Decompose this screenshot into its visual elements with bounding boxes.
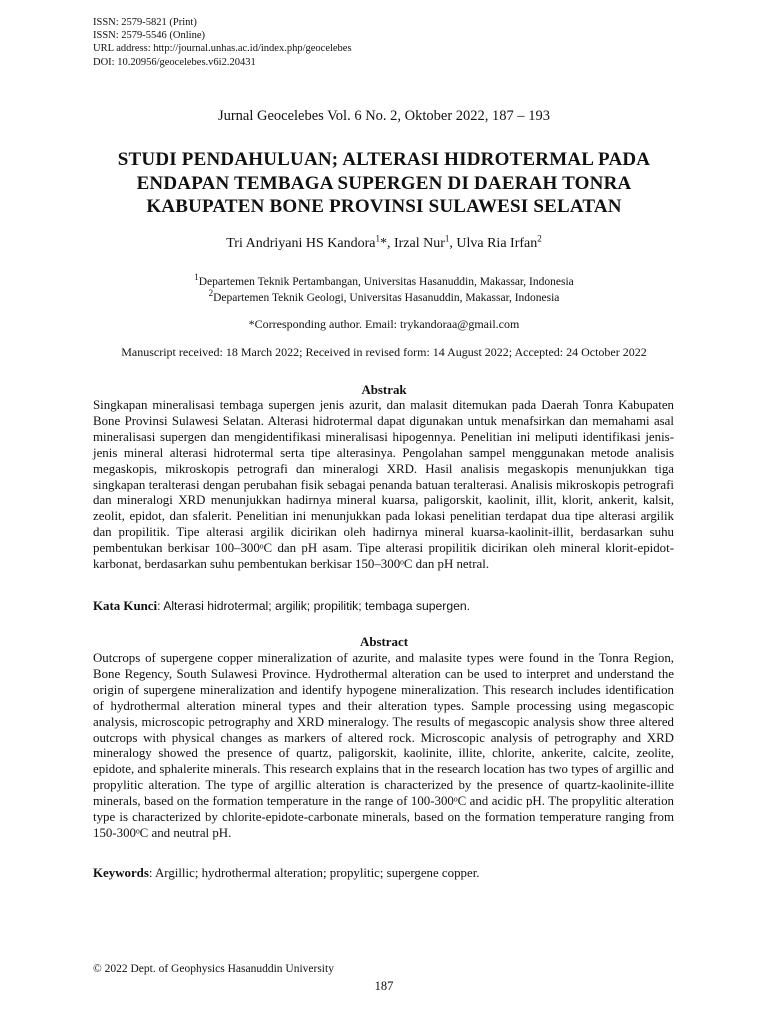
author-3-affil: 2 [537, 233, 542, 244]
manuscript-dates: Manuscript received: 18 March 2022; Received in revised form: 14 August 2022; Accepted: 24 October 2022 [121, 345, 647, 359]
author-3: Ulva Ria Irfan [456, 236, 538, 251]
author-list [0, 233, 768, 252]
author-2: Irzal Nur [393, 236, 445, 251]
author-2-affil: 1 [444, 233, 450, 244]
affiliation-1 [0, 272, 768, 291]
issn-block [93, 16, 352, 69]
doi: DOI: 10.20956/geocelebes.v6i2.20431 [93, 56, 256, 68]
keywords [93, 866, 674, 881]
affiliation-1-text: Departemen Teknik Pertambangan, Universitas Hasanuddin, Makassar, Indonesia [198, 276, 574, 288]
affiliation-2-text: Departemen Teknik Geologi, Universitas Hasanuddin, Makassar, Indonesia [213, 291, 560, 304]
affiliation-1-number: 1 [194, 272, 199, 283]
affiliation-2-number: 2 [208, 287, 214, 298]
paper-title [0, 148, 768, 219]
copyright: © 2022 Dept. of Geophysics Hasanuddin University [93, 963, 334, 975]
corresponding-author: *Corresponding author. Email: trykandoraa@gmail.com [248, 317, 520, 331]
abstrak-text: Singkapan mineralisasi tembaga supergen jenis azurit, dan malasit ditemukan pada Daerah Tonra Kabupaten Bone Provinsi Sulawesi Selatan. Alterasi hidrotermal dapat digunakan untuk menafsirkan dan memahami asal mineralisasi supergen dan mengidentifikasi mineralisasi hipogennya. Penelitian ini meliputi identifikasi jenis-jenis mineral alterasi hidrotermal serta tipe alterasinya. Pengolahan sampel menggunakan metode analisis megaskopis, mikroskopis petrografi dan mineralogi XRD. Hasil analisis megaskopis menunjukkan tiga singkapan teralterasi dengan perubahan fisik sebagai penanda batuan teralterasi. Analisis mikroskopis petrografi dan mineralogi XRD menunjukkan hadirnya mineral kuarsa, paligorskit, kaolinit, illit, klorit, ankerit, kalsit, zeolit, epidot, dan sfalerit. Penelitian ini menunjukkan pada lokasi penelitian terdapat dua tipe alterasi argilik dan propilitik. Tipe alterasi argilik dicirikan oleh hadirnya mineral kuarsa-kaolinit-illit, berdasarkan suhu pembentukan berkisar 100–300ᵒC dan pH asam. Tipe alterasi propilitik dicirikan oleh mineral klorit-epidot-karbonat, berdasarkan suhu pembentukan berkisar 150–300ᵒC dan pH netral. [93, 398, 674, 572]
abstract-text: Outcrops of supergene copper mineralization of azurite, and malasite types were found in the Tonra Region, Bone Regency, South Sulawesi Province. Hydrothermal alteration can be used to interpret and understand the origin of supergene mineralization and identify hypogene mineralization. This research includes identification of hydrothermal alteration mineral types and their alteration types. Sample processing using megascopic analysis, microscopic petrography and XRD mineralogy. The results of megascopic analysis show three altered outcrops with physical changes as markers of altered rock. Microscopic analysis of petrography and XRD mineralogy showed the presence of quartz, paligorskit, kaolinite, illite, chlorite, ankerite, calcite, zeolite, epidote, and sphalerite minerals. This research explains that in the research location has two types of argillic and propylitic alteration. The type of argillic alteration is characterized by the presence of quartz-kaolinite-illite minerals, based on the formation temperature in the range of 100-300ᵒC and acidic pH. The propylitic alteration type is characterized by chlorite-epidote-carbonate minerals, based on the formation temperature ranging from 150-300ᵒC and neutral pH. [93, 651, 674, 840]
title-line-3: KABUPATEN BONE PROVINSI SULAWESI SELATAN [146, 196, 622, 217]
abstract-heading: Abstract [360, 635, 408, 649]
kata-kunci [93, 599, 674, 614]
author-1: Tri Andriyani HS Kandora [226, 236, 376, 251]
affiliations [0, 272, 768, 306]
keywords-text: : Argillic; hydrothermal alteration; propylitic; supergene copper. [148, 866, 480, 880]
abstrak-heading: Abstrak [361, 383, 407, 397]
corresponding-mark: *, [379, 236, 394, 251]
author-separator: , [449, 236, 457, 251]
affiliation-2 [0, 287, 768, 307]
issn-print: ISSN: 2579-5821 (Print) [93, 17, 197, 28]
keywords-label: Keywords [93, 866, 149, 880]
journal-line: Jurnal Geocelebes Vol. 6 No. 2, Oktober 2022, 187 – 193 [217, 108, 551, 124]
page-number: 187 [374, 979, 394, 993]
title-line-2: ENDAPAN TEMBAGA SUPERGEN DI DAERAH TONRA [136, 172, 632, 194]
issn-online: ISSN: 2579-5546 (Online) [93, 30, 205, 42]
url-address: URL address: http://journal.unhas.ac.id/index.php/geocelebes [93, 43, 352, 55]
author-1-affil: 1 [375, 233, 380, 244]
kata-kunci-text: : Alterasi hidrotermal; argilik; propilitik; tembaga supergen. [157, 599, 471, 613]
title-line-1: STUDI PENDAHULUAN; ALTERASI HIDROTERMAL PADA [117, 149, 651, 170]
kata-kunci-label: Kata Kunci [93, 599, 158, 613]
